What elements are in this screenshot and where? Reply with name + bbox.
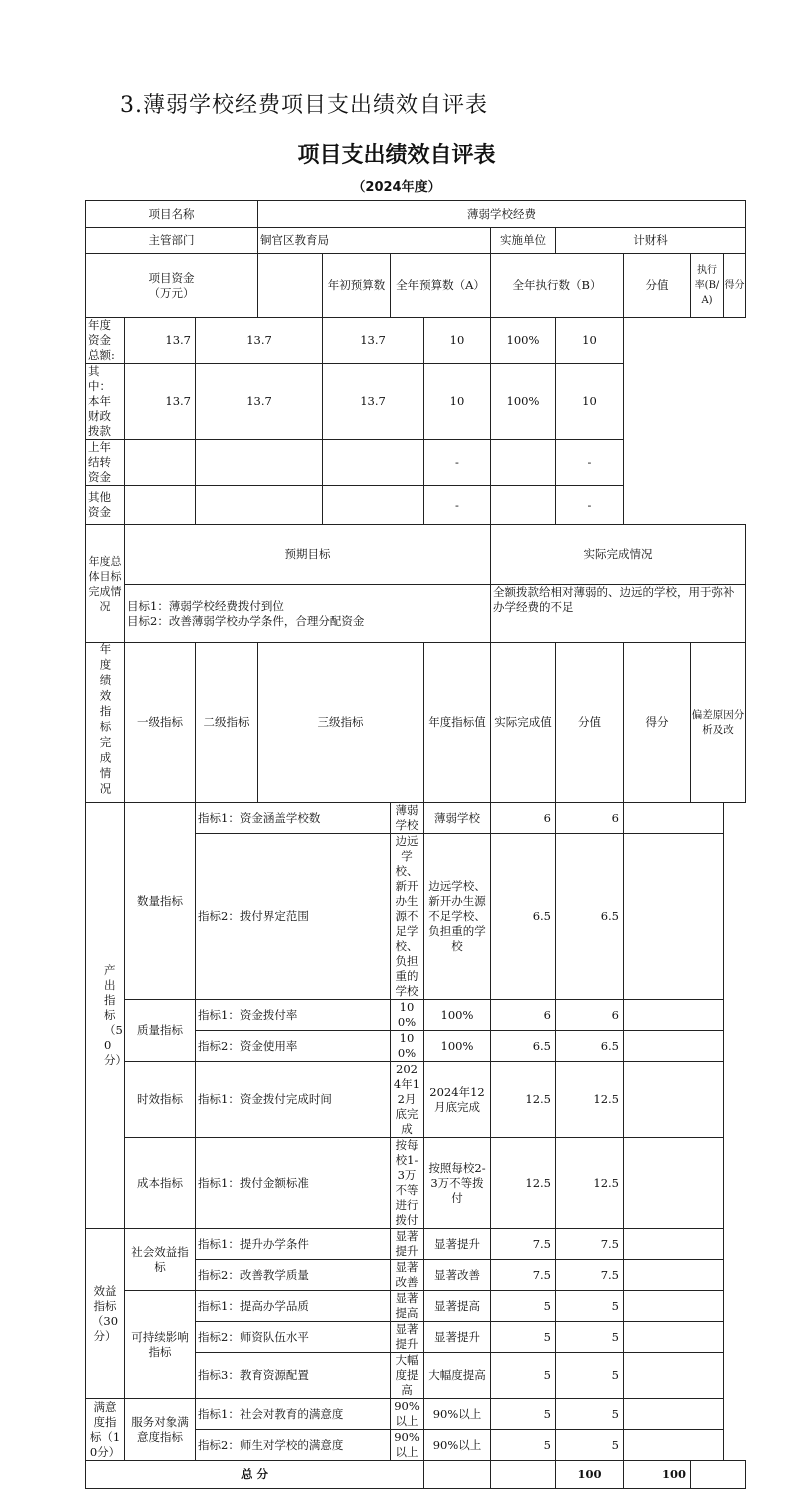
- goals-label: 年度总体目标完成情况: [86, 525, 125, 643]
- fund-exec: 13.7: [323, 318, 424, 364]
- deviation-note: [624, 834, 724, 1000]
- fund-budget: 13.7: [196, 318, 323, 364]
- dept: 铜官区教育局: [258, 228, 491, 254]
- deviation-note: [624, 1138, 724, 1229]
- funds-header: 得分: [724, 254, 746, 318]
- indicator-row: [86, 1062, 746, 1138]
- target-value: 显著提升: [391, 1229, 424, 1260]
- fund-rate: [491, 440, 556, 486]
- actual-value: 显著提高: [424, 1291, 491, 1322]
- indicator-row: [86, 803, 746, 834]
- fund-score: -: [556, 486, 624, 525]
- fund-budget: [196, 440, 323, 486]
- target-value: 100%: [391, 1000, 424, 1031]
- actual-value: 按照每校2-3万不等拨付: [424, 1138, 491, 1229]
- actual-value: 显著改善: [424, 1260, 491, 1291]
- score: 12.5: [556, 1138, 624, 1229]
- score: 5: [556, 1322, 624, 1353]
- score-value: 5: [491, 1291, 556, 1322]
- level2-indicator: 质量指标: [125, 1000, 196, 1062]
- fund-score: -: [556, 440, 624, 486]
- fund-init: 13.7: [125, 318, 196, 364]
- deviation-note: [624, 1353, 724, 1399]
- fund-score: 10: [556, 318, 624, 364]
- unit: 计财科: [556, 228, 746, 254]
- score-value: 6.5: [491, 1031, 556, 1062]
- ind-header: 年度指标值: [424, 643, 491, 803]
- fund-score_val: 10: [424, 318, 491, 364]
- score-value: 12.5: [491, 1138, 556, 1229]
- ind-header: 二级指标: [196, 643, 258, 803]
- actual-value: 90%以上: [424, 1430, 491, 1461]
- level2-indicator: 数量指标: [125, 803, 196, 1000]
- score-value: 12.5: [491, 1062, 556, 1138]
- fund-exec: 13.7: [323, 364, 424, 440]
- deviation-note: [624, 803, 724, 834]
- total-label: 总 分: [86, 1461, 424, 1489]
- actual-value: 2024年12月底完成: [424, 1062, 491, 1138]
- indicator-name: 指标1：拨付金额标准: [196, 1138, 391, 1229]
- score: 5: [556, 1353, 624, 1399]
- fund-rate: 100%: [491, 364, 556, 440]
- deviation-note: [624, 1322, 724, 1353]
- actual-value: 90%以上: [424, 1399, 491, 1430]
- fund-name: 上年结转资金: [86, 440, 125, 486]
- target-value: 显著改善: [391, 1260, 424, 1291]
- section-heading: 3.薄弱学校经费项目支出绩效自评表: [120, 93, 488, 118]
- indicator-name: 指标2：师资队伍水平: [196, 1322, 391, 1353]
- target-value: 2024年12月底完成: [391, 1062, 424, 1138]
- actual-value: 显著提升: [424, 1229, 491, 1260]
- funds-header: 执行率(B/A): [691, 254, 724, 318]
- project-name-label: 项目名称: [86, 201, 258, 228]
- actual-value: 薄弱学校: [424, 803, 491, 834]
- indicators-label: 年度绩效指标完成情况: [86, 643, 125, 803]
- funds-header: 年初预算数: [323, 254, 391, 318]
- level2-indicator: 社会效益指标: [125, 1229, 196, 1291]
- fund-row: [86, 486, 746, 525]
- indicator-row: [86, 1229, 746, 1260]
- fund-score: 10: [556, 364, 624, 440]
- level1-indicator: 满意度指标（10分）: [86, 1399, 125, 1461]
- funds-label: 项目资金 （万元）: [86, 254, 258, 318]
- score-value: 5: [491, 1353, 556, 1399]
- deviation-note: [624, 1229, 724, 1260]
- indicator-name: 指标1：资金涵盖学校数: [196, 803, 391, 834]
- score-value: 5: [491, 1322, 556, 1353]
- indicator-name: 指标1：提高办学品质: [196, 1291, 391, 1322]
- score-value: 6: [491, 1000, 556, 1031]
- level2-indicator: 可持续影响指标: [125, 1291, 196, 1399]
- indicator-name: 指标1：资金拨付完成时间: [196, 1062, 391, 1138]
- score: 12.5: [556, 1062, 624, 1138]
- score: 6.5: [556, 1031, 624, 1062]
- score: 5: [556, 1291, 624, 1322]
- fund-name: 年度资金总额:: [86, 318, 125, 364]
- actual-value: 显著提升: [424, 1322, 491, 1353]
- score-value: 7.5: [491, 1260, 556, 1291]
- fund-row: [86, 318, 746, 364]
- deviation-note: [624, 1291, 724, 1322]
- funds-header: 分值: [624, 254, 691, 318]
- year-subtitle: （2024年度）: [352, 180, 441, 195]
- dept-label: 主管部门: [86, 228, 258, 254]
- fund-exec: [323, 486, 424, 525]
- actual-value: 100%: [424, 1000, 491, 1031]
- score: 6: [556, 1000, 624, 1031]
- page-title: 项目支出绩效自评表: [297, 143, 496, 168]
- actual-goal-header: 实际完成情况: [491, 525, 746, 585]
- level2-indicator: 时效指标: [125, 1062, 196, 1138]
- score: 6: [556, 803, 624, 834]
- actual-value: 大幅度提高: [424, 1353, 491, 1399]
- score-value: 5: [491, 1430, 556, 1461]
- level2-indicator: 成本指标: [125, 1138, 196, 1229]
- indicator-name: 指标3：教育资源配置: [196, 1353, 391, 1399]
- fund-exec: [323, 440, 424, 486]
- score: 6.5: [556, 834, 624, 1000]
- fund-name: 其他资金: [86, 486, 125, 525]
- deviation-note: [624, 1399, 724, 1430]
- unit-label: 实施单位: [491, 228, 556, 254]
- fund-init: [125, 486, 196, 525]
- score: 7.5: [556, 1229, 624, 1260]
- total-score: 100: [624, 1461, 691, 1489]
- target-value: 90%以上: [391, 1430, 424, 1461]
- expected-goals: 目标1：薄弱学校经费拨付到位 目标2：改善薄弱学校办学条件，合理分配资金: [125, 585, 491, 643]
- target-value: 按每校1-3万不等进行拨付: [391, 1138, 424, 1229]
- indicator-row: [86, 1138, 746, 1229]
- total-value: 100: [556, 1461, 624, 1489]
- indicator-name: 指标2：改善教学质量: [196, 1260, 391, 1291]
- actual-value: 边远学校、新开办生源不足学校、负担重的学校: [424, 834, 491, 1000]
- funds-header: 全年执行数（B）: [491, 254, 624, 318]
- target-value: 显著提升: [391, 1322, 424, 1353]
- indicator-name: 指标2：拨付界定范围: [196, 834, 391, 1000]
- indicator-row: [86, 1291, 746, 1322]
- indicator-name: 指标2：师生对学校的满意度: [196, 1430, 391, 1461]
- score: 5: [556, 1430, 624, 1461]
- project-name: 薄弱学校经费: [258, 201, 746, 228]
- ind-header: 实际完成值: [491, 643, 556, 803]
- indicator-name: 指标1：提升办学条件: [196, 1229, 391, 1260]
- fund-row: [86, 440, 746, 486]
- score-value: 5: [491, 1399, 556, 1430]
- target-value: 100%: [391, 1031, 424, 1062]
- indicator-name: 指标1：资金拨付率: [196, 1000, 391, 1031]
- fund-score_val: -: [424, 486, 491, 525]
- deviation-note: [624, 1000, 724, 1031]
- fund-rate: 100%: [491, 318, 556, 364]
- level1-indicator: 效益指标（30分）: [86, 1229, 125, 1399]
- fund-budget: [196, 486, 323, 525]
- deviation-note: [624, 1430, 724, 1461]
- level1-indicator: 产出指标（50分）: [86, 803, 125, 1229]
- ind-header: 一级指标: [125, 643, 196, 803]
- expected-goal-header: 预期目标: [125, 525, 491, 585]
- target-value: 薄弱学校: [391, 803, 424, 834]
- score-value: 7.5: [491, 1229, 556, 1260]
- target-value: 大幅度提高: [391, 1353, 424, 1399]
- fund-rate: [491, 486, 556, 525]
- indicator-row: [86, 1399, 746, 1430]
- funds-header: 全年预算数（A）: [391, 254, 491, 318]
- target-value: 90%以上: [391, 1399, 424, 1430]
- fund-row: [86, 364, 746, 440]
- fund-score_val: -: [424, 440, 491, 486]
- indicator-name: 指标2：资金使用率: [196, 1031, 391, 1062]
- fund-score_val: 10: [424, 364, 491, 440]
- fund-name: 其中：本年财政拨款: [86, 364, 125, 440]
- score: 5: [556, 1399, 624, 1430]
- deviation-note: [624, 1031, 724, 1062]
- actual-value: 100%: [424, 1031, 491, 1062]
- deviation-note: [624, 1260, 724, 1291]
- indicator-name: 指标1：社会对教育的满意度: [196, 1399, 391, 1430]
- score-value: 6: [491, 803, 556, 834]
- ind-header: 偏差原因分析及改: [691, 643, 746, 803]
- score-value: 6.5: [491, 834, 556, 1000]
- target-value: 显著提高: [391, 1291, 424, 1322]
- deviation-note: [624, 1062, 724, 1138]
- indicator-row: [86, 1000, 746, 1031]
- fund-init: 13.7: [125, 364, 196, 440]
- target-value: 边远学校、新开办生源不足学校、负担重的学校: [391, 834, 424, 1000]
- ind-header: 分值: [556, 643, 624, 803]
- ind-header: 得分: [624, 643, 691, 803]
- evaluation-table: [85, 200, 746, 1489]
- score: 7.5: [556, 1260, 624, 1291]
- actual-goals: 全额拨款给相对薄弱的、边远的学校，用于弥补办学经费的不足: [491, 585, 746, 643]
- fund-budget: 13.7: [196, 364, 323, 440]
- level2-indicator: 服务对象满意度指标: [125, 1399, 196, 1461]
- ind-header: 三级指标: [258, 643, 424, 803]
- fund-init: [125, 440, 196, 486]
